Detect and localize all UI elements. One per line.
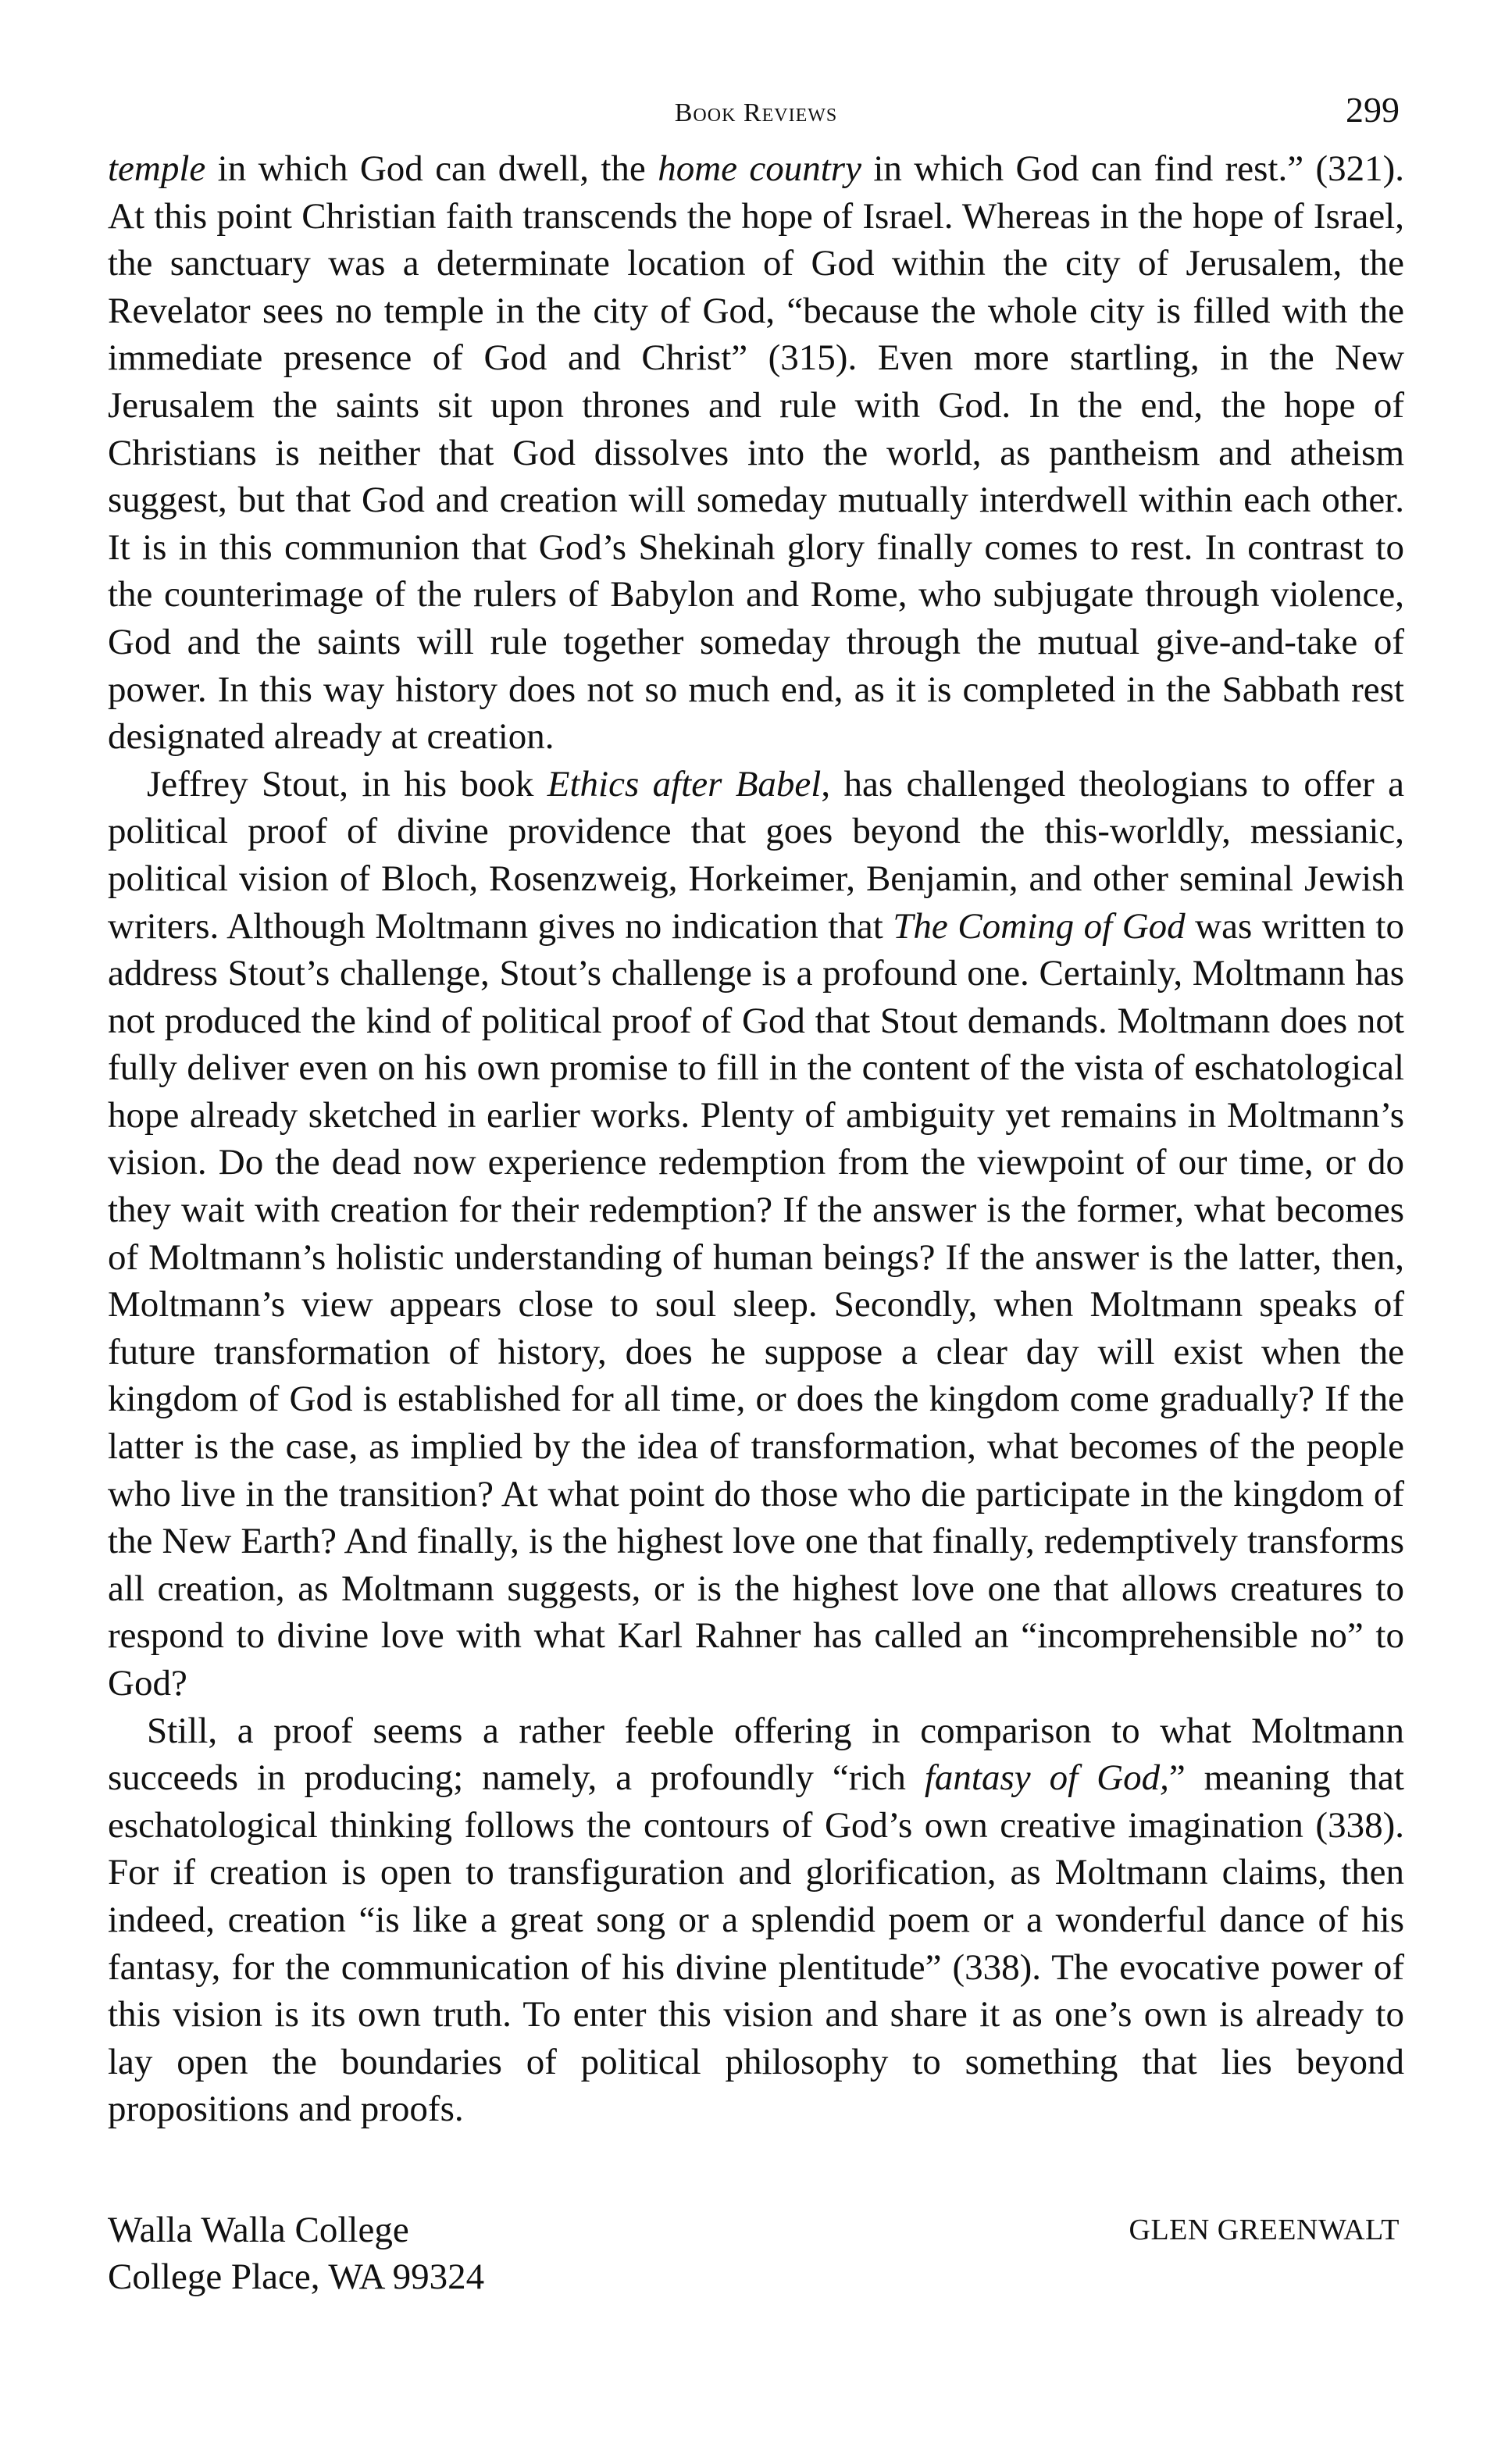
italic-span: The Coming of God: [893, 905, 1186, 947]
book-review-page: [108, 86, 1404, 2300]
italic-span: Ethics after Babel: [547, 763, 822, 805]
running-head: [108, 86, 1404, 141]
author-name: GLEN GREENWALT: [1129, 2213, 1400, 2246]
text-span: in which God can find rest.” (321). At this point Christian faith transcends the hope of Israel. Whereas in the hope of Israel, the sanctuary was a determinate location of God within the city of Jerusalem, the Revelator sees no temple in the city of God, “because the whole city is filled with the immediate presence of God and Christ” (315). Even more startling, in the New Jerusalem the saints sit upon thrones and rule with God. In the end, the hope of Christians is neither that God dissolves into the world, as pantheism and atheism suggest, but that God and creation will someday mutually interdwell within each other. It is in this communion that God’s Shekinah glory finally comes to rest. In contrast to the counterimage of the rulers of Babylon and Rome, who subjugate through violence, God and the saints will rule together someday through the mutual give-and-take of power. In this way history does not so much end, as it is completed in the Sabbath rest designated already at creation.: [108, 148, 1404, 758]
text-span: ” meaning that eschatological thinking follows the contours of God’s own creative imagination (338). For if creation is open to transfiguration and glorification, as Moltmann claims, then indeed, creation “is like a great song or a splendid poem or a wonderful dance of his fantasy, for the communication of his divine plentitude” (338). The evocative power of this vision is its own truth. To enter this vision and share it as one’s own is already to lay open the boundaries of political philosophy to something that lies beyond propositions and proofs.: [108, 1757, 1404, 2130]
signature-block: [108, 2207, 1404, 2300]
text-span: , has challenged theologians to offer a political proof of divine providence that goes beyond the this-worldly, messianic, political vision of Bloch, Rosenzweig, Horkeimer, Benjamin, and other seminal Jewish writers. Although Moltmann gives no indication that: [108, 763, 1404, 947]
text-span: in which God can dwell, the: [205, 148, 658, 189]
italic-span: fantasy of God,: [924, 1757, 1169, 1799]
text-span: Still, a proof seems a rather feeble offering in comparison to what Moltmann succeeds in producing; namely, a profoundly “rich: [108, 1710, 1404, 1799]
text-span: Jeffrey Stout, in his book: [147, 763, 547, 805]
italic-span: home country: [658, 148, 861, 189]
running-title: Book Reviews: [674, 98, 838, 127]
paragraph: [108, 145, 1404, 761]
review-body: [108, 145, 1404, 2133]
text-span: was written to address Stout’s challenge, Stout’s challenge is a profound one. Certainly, Moltmann has not produced the kind of political proof of God that Stout demands. Moltmann does not fully deliver even on his own promise to fill in the content of the vista of eschatological hope already sketched in earlier works. Plenty of ambiguity yet remains in Moltmann’s vision. Do the dead now experience redemption from the viewpoint of our time, or do they wait with creation for their redemption? If the answer is the former, what becomes of Moltmann’s holistic understanding of human beings? If the answer is the latter, then, Moltmann’s view appears close to soul sleep. Secondly, when Moltmann speaks of future transformation of history, does he suppose a clear day will exist when the kingdom of God is established for all time, or does the kingdom come gradually? If the latter is the case, as implied by the idea of transformation, what becomes of the people who live in the transition? At what point do those who die participate in the kingdom of the New Earth? And finally, is the highest love one that finally, redemptively transforms all creation, as Moltmann suggests, or is the highest love one that allows creatures to respond to divine love with what Karl Rahner has called an “incomprehensible no” to God?: [108, 905, 1404, 1704]
institution-address: College Place, WA 99324: [108, 2256, 485, 2297]
page-number: 299: [1346, 90, 1400, 130]
italic-span: temple: [108, 148, 206, 189]
institution-name: Walla Walla College: [108, 2209, 409, 2250]
paragraph: [108, 761, 1404, 1707]
paragraph: [108, 1707, 1404, 2133]
